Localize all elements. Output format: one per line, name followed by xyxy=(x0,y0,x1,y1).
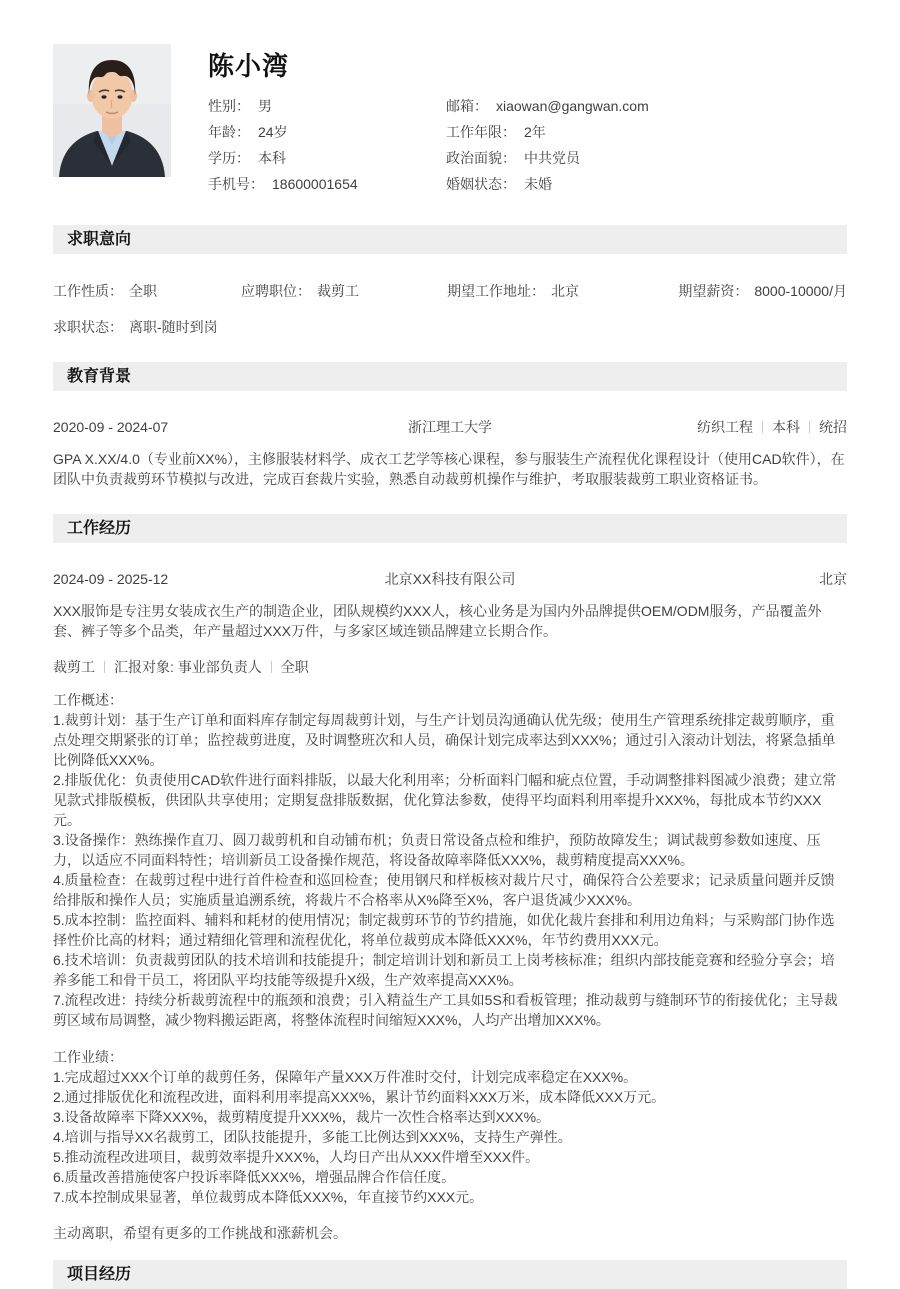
job-seeking-status: 求职状态： 离职-随时到岗 xyxy=(53,319,218,335)
achievement-item: 7.成本控制成果显著，单位裁剪成本降低XXX%，年直接节约XXX元。 xyxy=(53,1189,484,1205)
field-political-status: 政治面貌： 中共党员 xyxy=(446,150,580,166)
field-marital-status: 婚姻状态： 未婚 xyxy=(446,176,552,192)
achievement-item: 1.完成超过XXX个订单的裁剪任务，保障年产量XXX万件准时交付，计划完成率稳定在XXX%。 xyxy=(53,1069,638,1085)
section-title-education: 教育背景 xyxy=(53,362,847,391)
work-overview xyxy=(53,690,847,1030)
profile-info xyxy=(208,44,847,193)
field-email: 邮箱： xiaowan@gangwan.com xyxy=(446,98,649,114)
job-nature: 工作性质： 全职 xyxy=(53,283,157,299)
resume-page xyxy=(53,0,847,1289)
overview-item: 3.设备操作：熟练操作直刀、圆刀裁剪机和自动铺布机；负责日常设备点检和维护，预防故障发生；调试裁剪参数如速度、压力，以适应不同面料特性；培训新员工设备操作规范，将设备故障率降低XXX%，裁剪精度提高XXX%。 xyxy=(53,832,821,868)
company-name: 北京XX科技有限公司 xyxy=(384,571,516,587)
divider xyxy=(809,421,810,433)
target-position: 应聘职位： 裁剪工 xyxy=(241,283,359,299)
achievement-item: 4.培训与指导XX名裁剪工，团队技能提升，多能工比例达到XXX%，支持生产弹性。 xyxy=(53,1129,572,1145)
work-entry-row xyxy=(53,570,847,588)
overview-item: 1.裁剪计划：基于生产订单和面料库存制定每周裁剪计划，与生产计划员沟通确认优先级；使用生产管理系统排定裁剪顺序，重点处理交期紧张的订单；监控裁剪进度，及时调整班次和人员，确保计划完成率达到XXX%；通过引入滚动计划法，将紧急插单比例降低XXX%。 xyxy=(53,712,836,768)
section-title-project-experience: 项目经历 xyxy=(53,1260,847,1289)
expected-salary: 期望薪资： 8000-10000/月 xyxy=(678,283,847,299)
work-period: 2024-09 - 2025-12 xyxy=(53,571,169,587)
work-achievements-title: 工作业绩： xyxy=(53,1049,123,1065)
work-achievements xyxy=(53,1047,847,1207)
profile-photo xyxy=(53,44,171,177)
employment-type: 全职 xyxy=(280,659,309,675)
divider xyxy=(104,661,105,673)
section-title-job-intention: 求职意向 xyxy=(53,225,847,254)
field-age: 年龄： 24岁 xyxy=(208,124,288,140)
candidate-name: 陈小湾 xyxy=(208,51,290,81)
education-period: 2020-09 - 2024-07 xyxy=(53,419,169,435)
field-education: 学历： 本科 xyxy=(208,150,286,166)
company-intro: XXX服饰是专注男女装成衣生产的制造企业，团队规模约XXX人，核心业务是为国内外品牌提供OEM/ODM服务，产品覆盖外套、裤子等多个品类，年产量超过XXX万件，与多家区域连锁品牌建立长期合作。 xyxy=(53,603,822,639)
overview-item: 4.质量检查：在裁剪过程中进行首件检查和巡回检查；使用钢尺和样板核对裁片尺寸，确保符合公差要求；记录质量问题并反馈给排版和操作人员；实施质量追溯系统，将裁片不合格率从X%降至X%，客户退货减少XXX%。 xyxy=(53,872,835,908)
profile-photo-illustration xyxy=(53,44,171,177)
overview-item: 2.排版优化：负责使用CAD软件进行面料排版，以最大化利用率；分析面料门幅和疵点位置，手动调整排料图减少浪费；建立常见款式排版模板，供团队共享使用；定期复盘排版数据，优化算法参数，使得平均面料利用率提升XXX%，每批成本节约XXX元。 xyxy=(53,772,837,828)
field-gender: 性别： 男 xyxy=(208,98,272,114)
major: 纺织工程 xyxy=(697,419,753,435)
section-title-work-experience: 工作经历 xyxy=(53,514,847,543)
education-entry-row xyxy=(53,418,847,436)
degree: 本科 xyxy=(772,419,800,435)
position-title: 裁剪工 xyxy=(53,659,95,675)
resume-header xyxy=(53,44,847,193)
leaving-reason: 主动离职，希望有更多的工作挑战和涨薪机会。 xyxy=(53,1225,347,1241)
divider xyxy=(271,661,272,673)
field-work-years: 工作年限： 2年 xyxy=(446,124,546,140)
job-intention-row1 xyxy=(53,282,847,300)
profile-fields xyxy=(208,97,847,193)
school-name: 浙江理工大学 xyxy=(408,419,492,435)
education-description: GPA X.XX/4.0（专业前XX%），主修服装材料学、成衣工艺学等核心课程，参与服装生产流程优化课程设计（使用CAD软件），在团队中负责裁剪环节模拟与改进，完成百套裁片实验，熟悉自动裁剪机操作与维护，考取服装裁剪工职业资格证书。 xyxy=(53,451,845,487)
section-work-experience xyxy=(53,514,847,1243)
expected-location: 期望工作地址： 北京 xyxy=(447,283,579,299)
work-location: 北京 xyxy=(819,571,847,587)
achievement-item: 6.质量改善措施使客户投诉率降低XXX%，增强品牌合作信任度。 xyxy=(53,1169,456,1185)
section-education xyxy=(53,362,847,489)
divider xyxy=(762,421,763,433)
education-tags xyxy=(492,418,847,436)
report-to: 汇报对象: 事业部负责人 xyxy=(114,659,262,675)
achievement-item: 3.设备故障率下降XXX%，裁剪精度提升XXX%，裁片一次性合格率达到XXX%。 xyxy=(53,1109,551,1125)
overview-item: 6.技术培训：负责裁剪团队的技术培训和技能提升；制定培训计划和新员工上岗考核标准；组织内部技能竞赛和经验分享会；培养多能工和骨干员工，将团队平均技能等级提升X级，生产效率提高XXX%。 xyxy=(53,952,835,988)
overview-item: 5.成本控制：监控面料、辅料和耗材的使用情况；制定裁剪环节的节约措施，如优化裁片套排和利用边角料；与采购部门协作选择性价比高的材料；通过精细化管理和流程优化，将单位裁剪成本降低XXX%，年节约费用XXX元。 xyxy=(53,912,835,948)
position-line xyxy=(53,658,847,676)
achievement-item: 5.推动流程改进项目，裁剪效率提升XXX%，人均日产出从XXX件增至XXX件。 xyxy=(53,1149,540,1165)
achievement-item: 2.通过排版优化和流程改进，面料利用率提高XXX%，累计节约面料XXX万米，成本降低XXX万元。 xyxy=(53,1089,666,1105)
enrollment-type: 统招 xyxy=(819,419,847,435)
work-overview-title: 工作概述： xyxy=(53,692,123,708)
section-job-intention xyxy=(53,225,847,336)
field-phone: 手机号： 18600001654 xyxy=(208,176,358,192)
overview-item: 7.流程改进：持续分析裁剪流程中的瓶颈和浪费；引入精益生产工具如5S和看板管理；推动裁剪与缝制环节的衔接优化；主导裁剪区域布局调整，减少物料搬运距离，将整体流程时间缩短XXX%，人均产出增加XXX%。 xyxy=(53,992,838,1028)
